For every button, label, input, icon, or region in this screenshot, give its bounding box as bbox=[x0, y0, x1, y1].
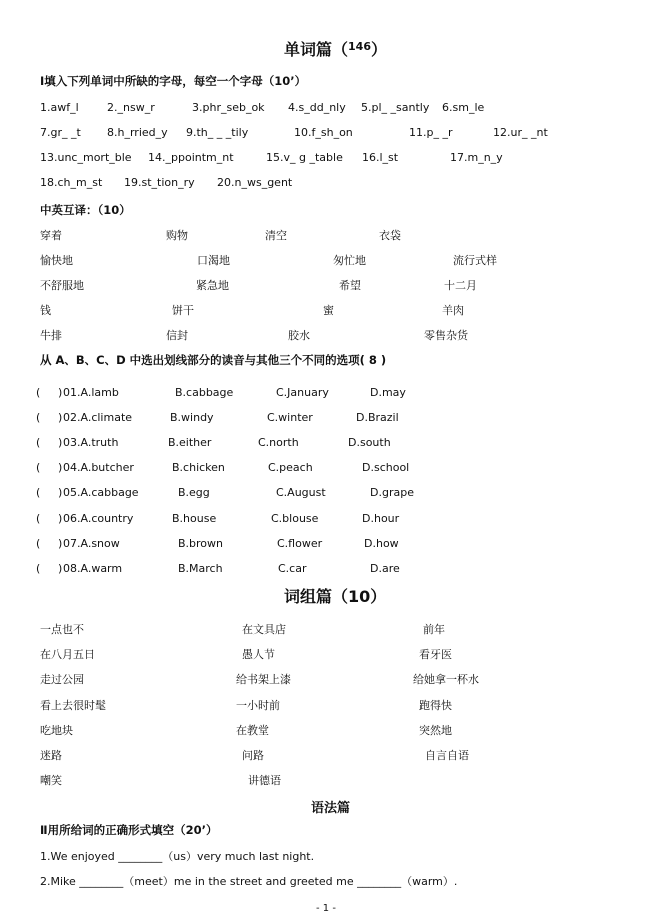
word-item: 12.ur_ _nt bbox=[493, 126, 548, 139]
option-b: B.cabbage bbox=[175, 386, 234, 399]
answer-close-paren: ) bbox=[58, 537, 63, 550]
phrase-item: 在八月五日 bbox=[40, 648, 95, 661]
option-d: D.Brazil bbox=[356, 411, 399, 424]
translate-item: 十二月 bbox=[444, 279, 477, 292]
answer-close-paren: ) bbox=[58, 461, 63, 474]
word-item: 20.n_ws_gent bbox=[217, 176, 293, 189]
translate-item: 信封 bbox=[166, 329, 188, 342]
word-item: 11.p_ _r bbox=[409, 126, 453, 139]
option-b: B.March bbox=[178, 562, 223, 575]
word-item: 2._nsw_r bbox=[107, 101, 155, 114]
answer-close-paren: ) bbox=[58, 512, 63, 525]
phrase-item: 在文具店 bbox=[242, 623, 286, 636]
phrase-item: 一小时前 bbox=[236, 699, 280, 712]
answer-close-paren: ) bbox=[58, 436, 63, 449]
answer-open-paren: ( bbox=[36, 486, 41, 499]
translate-item: 饼干 bbox=[172, 304, 194, 317]
fill-letters-heading: Ⅰ填入下列单词中所缺的字母，每空一个字母（10’） bbox=[40, 74, 307, 88]
word-item: 19.st_tion_ry bbox=[124, 176, 195, 189]
word-item: 13.unc_mort_ble bbox=[40, 151, 132, 164]
option-a: 04.A.butcher bbox=[63, 461, 134, 474]
option-a: 03.A.truth bbox=[63, 436, 119, 449]
word-item: 3.phr_seb_ok bbox=[192, 101, 265, 114]
answer-close-paren: ) bbox=[58, 411, 63, 424]
page-number: - 1 - bbox=[316, 903, 336, 914]
word-item: 5.pl_ _santly bbox=[361, 101, 430, 114]
translate-item: 蜜 bbox=[323, 304, 334, 317]
phrase-item: 讲德语 bbox=[248, 774, 281, 787]
translate-item: 零售杂货 bbox=[424, 329, 468, 342]
phrase-item: 吃地块 bbox=[40, 724, 73, 737]
phrase-item: 前年 bbox=[423, 623, 445, 636]
translate-item: 牛排 bbox=[40, 329, 62, 342]
phrase-item: 突然地 bbox=[419, 724, 452, 737]
answer-open-paren: ( bbox=[36, 386, 41, 399]
answer-close-paren: ) bbox=[58, 562, 63, 575]
phrase-item: 嘲笑 bbox=[40, 774, 62, 787]
option-b: B.house bbox=[172, 512, 217, 525]
phrase-item: 给她拿一杯水 bbox=[413, 673, 479, 686]
phrase-item: 跑得快 bbox=[419, 699, 452, 712]
phrase-item: 看牙医 bbox=[419, 648, 452, 661]
words-title-text: 单词篇（ bbox=[284, 40, 349, 59]
option-b: B.brown bbox=[178, 537, 224, 550]
word-item: 1.awf_l bbox=[40, 101, 79, 114]
option-a: 01.A.lamb bbox=[63, 386, 119, 399]
option-d: D.how bbox=[364, 537, 399, 550]
option-c: C.winter bbox=[267, 411, 313, 424]
phrase-item: 迷路 bbox=[40, 749, 62, 762]
option-c: C.blouse bbox=[271, 512, 319, 525]
answer-open-paren: ( bbox=[36, 436, 41, 449]
words-title-number: 146 bbox=[348, 40, 371, 53]
translate-item: 胶水 bbox=[288, 329, 310, 342]
answer-open-paren: ( bbox=[36, 537, 41, 550]
option-d: D.hour bbox=[362, 512, 400, 525]
phrases-section-title: 词组篇（10） bbox=[284, 587, 387, 606]
option-a: 07.A.snow bbox=[63, 537, 120, 550]
translate-item: 紧急地 bbox=[196, 279, 229, 292]
translate-item: 穿着 bbox=[40, 229, 62, 242]
phrase-item: 看上去很时髦 bbox=[40, 699, 106, 712]
translate-item: 匆忙地 bbox=[333, 254, 366, 267]
phrase-item: 给书架上漆 bbox=[236, 673, 291, 686]
option-b: B.windy bbox=[170, 411, 214, 424]
word-item: 6.sm_le bbox=[442, 101, 485, 114]
word-item: 10.f_sh_on bbox=[294, 126, 353, 139]
option-d: D.may bbox=[370, 386, 406, 399]
answer-open-paren: ( bbox=[36, 512, 41, 525]
answer-close-paren: ) bbox=[58, 386, 63, 399]
word-item: 18.ch_m_st bbox=[40, 176, 103, 189]
phrase-item: 自言自语 bbox=[425, 749, 469, 762]
word-item: 15.v_ g _table bbox=[266, 151, 343, 164]
translate-item: 衣袋 bbox=[379, 229, 401, 242]
translate-item: 流行式样 bbox=[453, 254, 497, 267]
words-section-title bbox=[284, 37, 387, 60]
words-title-close: ） bbox=[370, 40, 387, 59]
option-b: B.either bbox=[168, 436, 212, 449]
option-d: D.south bbox=[348, 436, 391, 449]
option-b: B.egg bbox=[178, 486, 210, 499]
word-item: 8.h_rried_y bbox=[107, 126, 168, 139]
translate-item: 不舒服地 bbox=[40, 279, 84, 292]
option-a: 06.A.country bbox=[63, 512, 134, 525]
word-item: 4.s_dd_nly bbox=[288, 101, 346, 114]
option-c: C.flower bbox=[277, 537, 323, 550]
translate-item: 钱 bbox=[40, 304, 51, 317]
phrase-item: 走过公园 bbox=[40, 673, 84, 686]
option-c: C.north bbox=[258, 436, 299, 449]
answer-open-paren: ( bbox=[36, 461, 41, 474]
translate-heading: 中英互译：（10） bbox=[40, 203, 131, 217]
translate-item: 购物 bbox=[166, 229, 188, 242]
translate-item: 口渴地 bbox=[197, 254, 230, 267]
word-item: 9.th_ _ _tily bbox=[186, 126, 249, 139]
option-c: C.August bbox=[276, 486, 326, 499]
translate-item: 希望 bbox=[339, 279, 361, 292]
option-c: C.peach bbox=[268, 461, 313, 474]
translate-item: 愉快地 bbox=[40, 254, 73, 267]
phrase-item: 在教堂 bbox=[236, 724, 269, 737]
option-d: D.school bbox=[362, 461, 410, 474]
word-item: 14._ppointm_nt bbox=[148, 151, 234, 164]
translate-item: 羊肉 bbox=[442, 304, 464, 317]
answer-open-paren: ( bbox=[36, 562, 41, 575]
option-a: 08.A.warm bbox=[63, 562, 123, 575]
option-d: D.are bbox=[370, 562, 400, 575]
option-a: 05.A.cabbage bbox=[63, 486, 139, 499]
option-d: D.grape bbox=[370, 486, 414, 499]
option-b: B.chicken bbox=[172, 461, 225, 474]
phrase-item: 一点也不 bbox=[40, 623, 84, 636]
option-c: C.January bbox=[276, 386, 329, 399]
word-item: 7.gr_ _t bbox=[40, 126, 81, 139]
phrase-item: 问路 bbox=[242, 749, 264, 762]
grammar-section-title: 语法篇 bbox=[311, 801, 351, 816]
word-item: 17.m_n_y bbox=[450, 151, 503, 164]
option-c: C.car bbox=[278, 562, 307, 575]
pronunciation-heading: 从 A、B、C、D 中选出划线部分的读音与其他三个不同的选项( 8 ) bbox=[40, 353, 387, 367]
grammar-item-2: 2.Mike ________（meet）me in the street and greeted me ________（warm）. bbox=[40, 875, 458, 888]
answer-close-paren: ) bbox=[58, 486, 63, 499]
answer-open-paren: ( bbox=[36, 411, 41, 424]
word-item: 16.l_st bbox=[362, 151, 399, 164]
translate-item: 清空 bbox=[265, 229, 287, 242]
grammar-heading: Ⅱ用所给词的正确形式填空（20’） bbox=[40, 823, 218, 837]
grammar-item-1: 1.We enjoyed ________（us）very much last night. bbox=[40, 850, 315, 863]
phrase-item: 愚人节 bbox=[242, 648, 275, 661]
option-a: 02.A.climate bbox=[63, 411, 133, 424]
